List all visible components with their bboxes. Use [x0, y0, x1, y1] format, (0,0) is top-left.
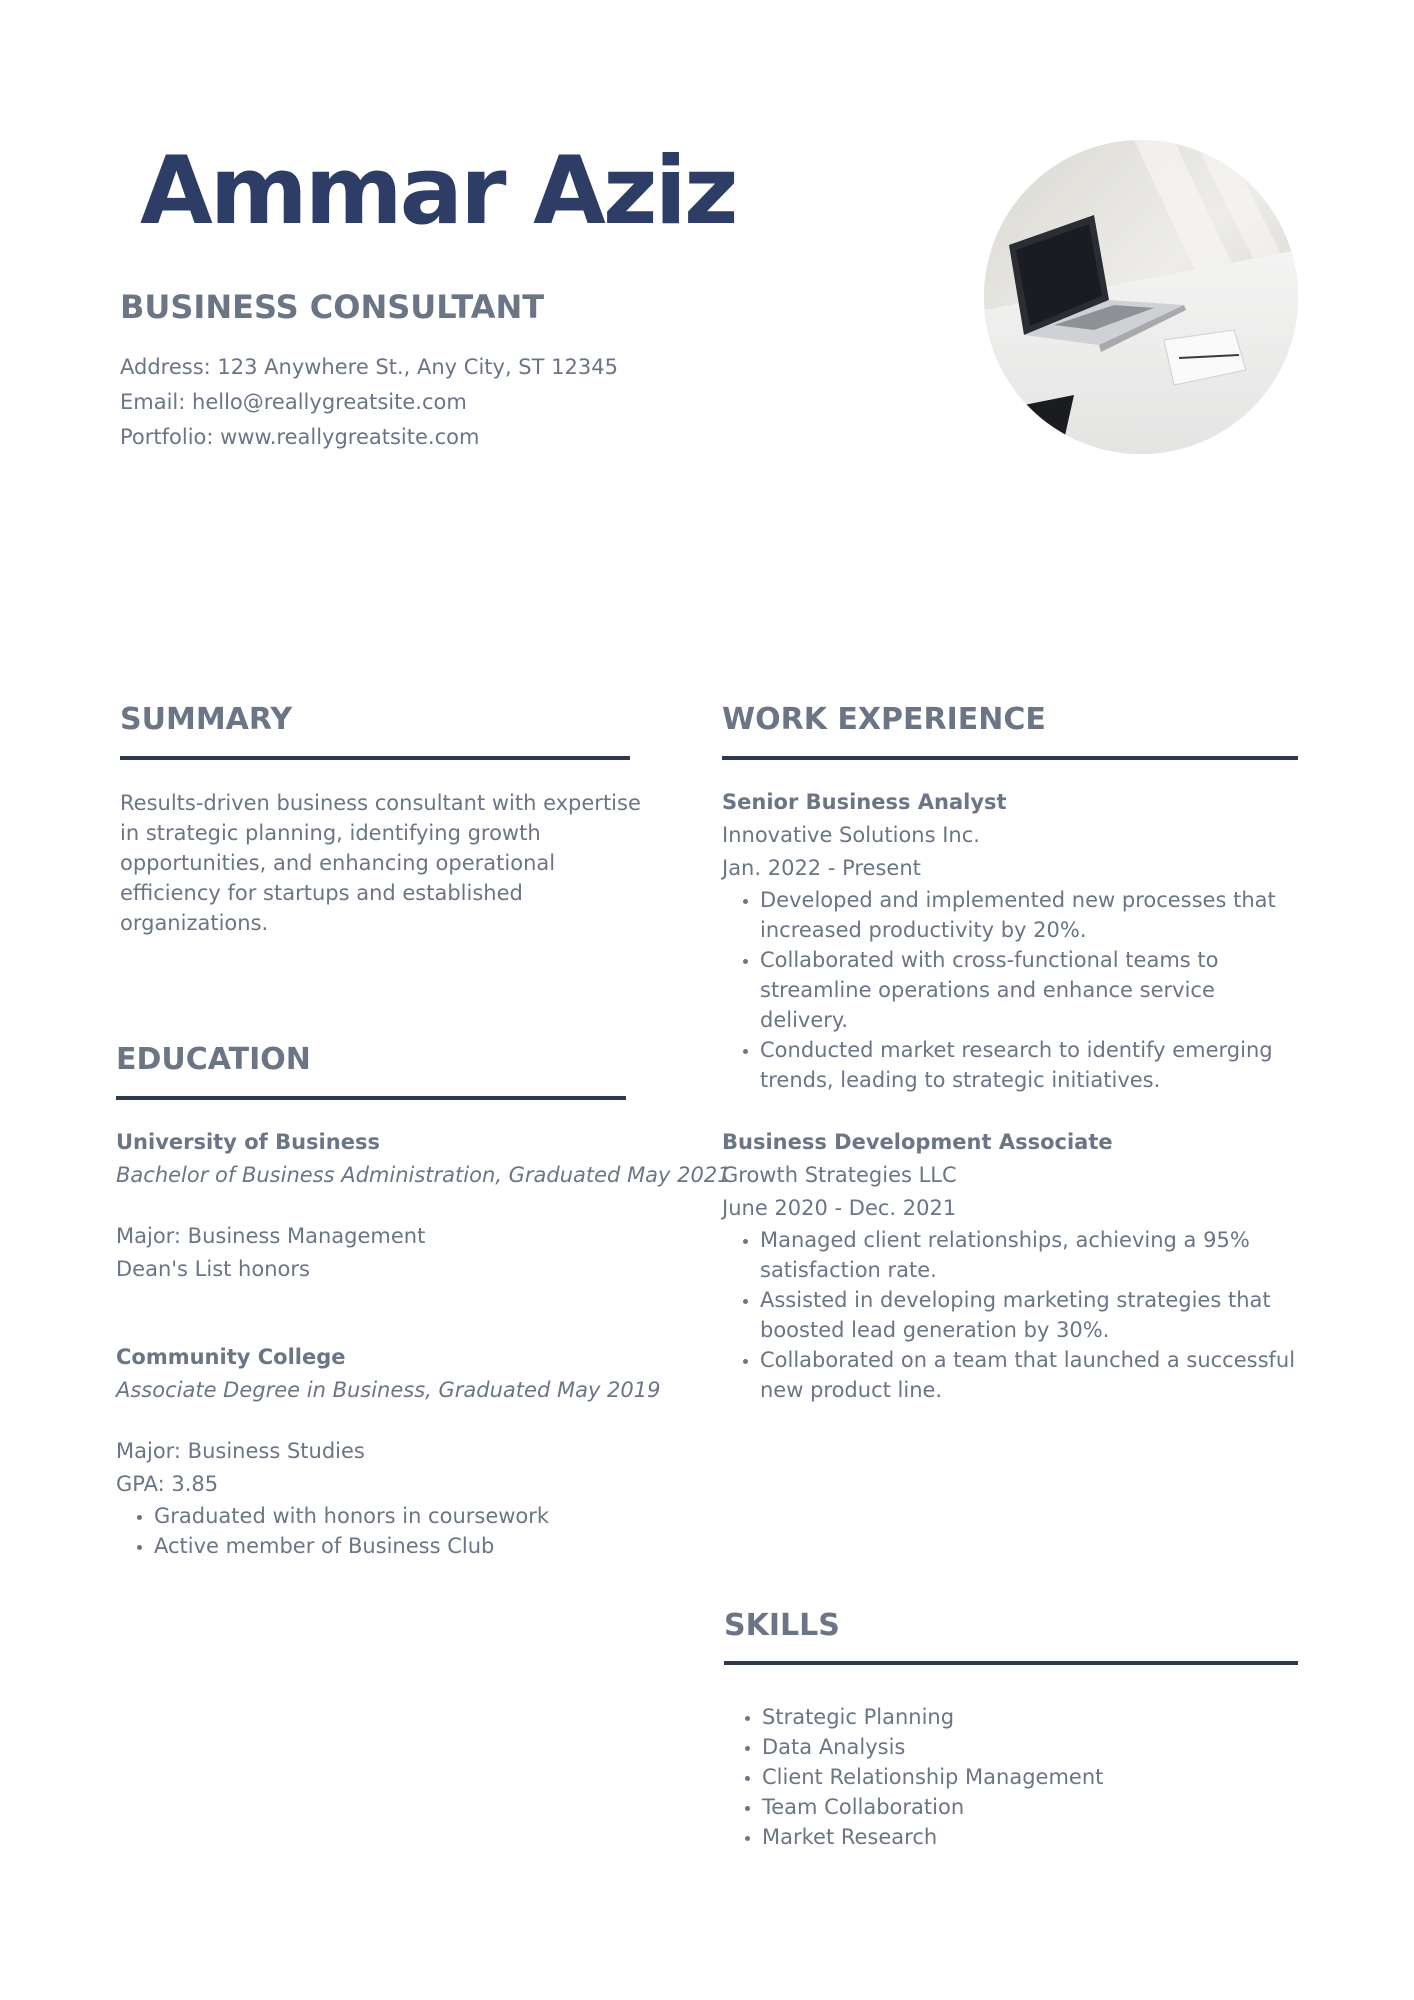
resume-name: Ammar Aziz	[140, 137, 736, 246]
skills-divider	[724, 1661, 1298, 1665]
laptop-desk-image	[984, 140, 1298, 454]
job-company: Growth Strategies LLC	[722, 1163, 957, 1187]
job-role: Business Development Associate	[722, 1130, 1113, 1154]
education-bullets	[116, 1501, 661, 1561]
degree-line: Associate Degree in Business, Graduated May 2019	[116, 1378, 661, 1402]
skill-item: • Client Relationship Management	[762, 1762, 1103, 1792]
list-item: • Managed client relationships, achieving a 95% satisfaction rate.	[760, 1225, 1302, 1285]
list-item: • Graduated with honors in coursework	[154, 1501, 661, 1531]
job-bullets	[722, 885, 1302, 1095]
contact-block	[120, 350, 618, 455]
education-heading: EDUCATION	[116, 1042, 311, 1077]
skill-item: • Market Research	[762, 1822, 1103, 1852]
school-name: University of Business	[116, 1130, 380, 1154]
work-divider	[722, 756, 1298, 760]
education-entry	[116, 1126, 731, 1286]
work-experience-heading: WORK EXPERIENCE	[722, 702, 1046, 737]
contact-portfolio: Portfolio: www.reallygreatsite.com	[120, 425, 480, 449]
skill-item: • Strategic Planning	[762, 1702, 1103, 1732]
education-divider	[116, 1096, 626, 1100]
list-item: • Collaborated with cross-functional teams to streamline operations and enhance service delivery.	[760, 945, 1302, 1035]
job-dates: June 2020 - Dec. 2021	[722, 1196, 957, 1220]
education-detail: Dean's List honors	[116, 1257, 310, 1281]
job-entry	[722, 786, 1302, 1095]
list-item: • Conducted market research to identify emerging trends, leading to strategic initiatives.	[760, 1035, 1302, 1095]
job-bullets	[722, 1225, 1302, 1405]
skills-heading: SKILLS	[724, 1608, 840, 1643]
list-item: • Active member of Business Club	[154, 1531, 661, 1561]
contact-address: Address: 123 Anywhere St., Any City, ST 12345	[120, 355, 618, 379]
list-item: • Collaborated on a team that launched a successful new product line.	[760, 1345, 1302, 1405]
job-dates: Jan. 2022 - Present	[722, 856, 921, 880]
education-detail: Major: Business Studies	[116, 1439, 365, 1463]
list-item: • Assisted in developing marketing strategies that boosted lead generation by 30%.	[760, 1285, 1302, 1345]
skills-list	[724, 1702, 1103, 1852]
summary-text: Results-driven business consultant with expertise in strategic planning, identifying growth opportunities, and enhancing operational efficiency for startups and established organizations.	[120, 791, 641, 935]
skill-item: • Data Analysis	[762, 1732, 1103, 1762]
education-detail: Major: Business Management	[116, 1224, 426, 1248]
contact-email: Email: hello@reallygreatsite.com	[120, 390, 467, 414]
education-entry	[116, 1341, 661, 1561]
degree-line: Bachelor of Business Administration, Graduated May 2021	[116, 1163, 731, 1187]
list-item: • Developed and implemented new processes that increased productivity by 20%.	[760, 885, 1302, 945]
school-name: Community College	[116, 1345, 346, 1369]
job-role: Senior Business Analyst	[722, 790, 1007, 814]
summary-heading: SUMMARY	[120, 702, 293, 737]
job-company: Innovative Solutions Inc.	[722, 823, 980, 847]
education-detail: GPA: 3.85	[116, 1472, 219, 1496]
job-title: BUSINESS CONSULTANT	[120, 288, 545, 326]
job-entry	[722, 1126, 1302, 1405]
skill-item: • Team Collaboration	[762, 1792, 1103, 1822]
summary-divider	[120, 756, 630, 760]
profile-photo	[984, 140, 1298, 454]
